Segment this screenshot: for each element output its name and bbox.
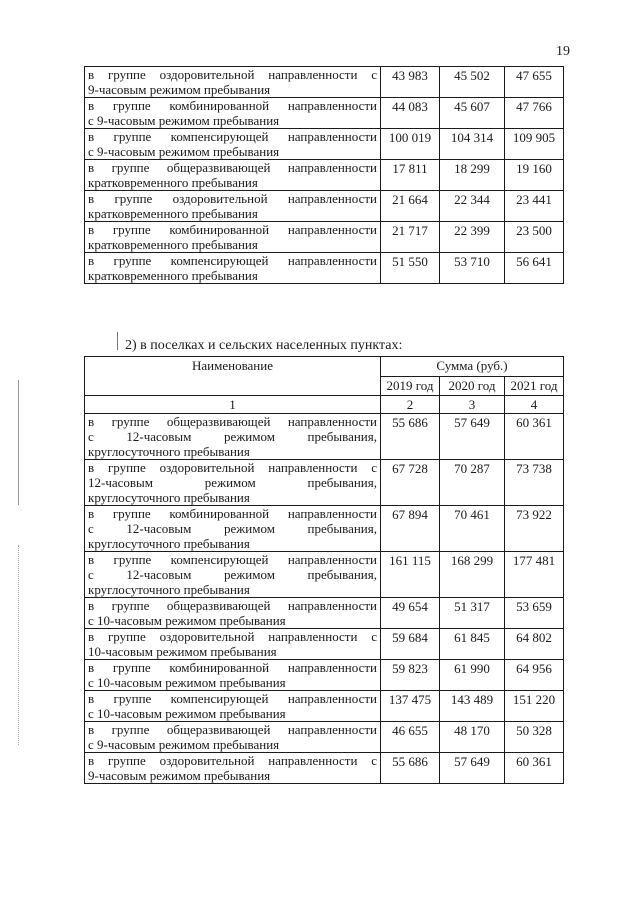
value-cell-2020: 45 502 — [440, 67, 505, 98]
row-name-cell — [85, 222, 381, 253]
row-name-line: с 10-часовым режимом пребывания — [88, 613, 286, 628]
row-name-cell — [85, 722, 381, 753]
tariff-table-top — [84, 66, 564, 284]
value-cell-2021: 73 922 — [505, 506, 564, 552]
row-name-cell — [85, 253, 381, 284]
row-name-cell — [85, 552, 381, 598]
table-row — [85, 506, 564, 552]
value-cell-2020: 53 710 — [440, 253, 505, 284]
row-name-cell — [85, 753, 381, 784]
row-name-line: круглосуточного пребывания — [88, 490, 250, 505]
table-row — [85, 414, 564, 460]
value-cell-2021: 19 160 — [505, 160, 564, 191]
row-name-cell — [85, 660, 381, 691]
value-cell-2020: 168 299 — [440, 552, 505, 598]
value-cell-2021: 60 361 — [505, 753, 564, 784]
value-cell-2020: 70 461 — [440, 506, 505, 552]
row-name-line: в группе общеразвивающей направленности — [88, 160, 377, 175]
scan-edge-dots — [18, 545, 20, 745]
row-name-cell — [85, 691, 381, 722]
row-name-line: в группе общеразвивающей направленности — [88, 598, 377, 613]
value-cell-2021: 47 766 — [505, 98, 564, 129]
row-name-line: круглосуточного пребывания — [88, 582, 250, 597]
header-name-cell: Наименование — [85, 357, 381, 396]
table-row — [85, 691, 564, 722]
column-number: 2 — [381, 396, 440, 414]
value-cell-2020: 70 287 — [440, 460, 505, 506]
table-row — [85, 160, 564, 191]
value-cell-2021: 50 328 — [505, 722, 564, 753]
row-name-line: с 12-часовым режимом пребывания, — [88, 429, 377, 444]
tariff-table-bottom — [84, 356, 564, 784]
value-cell-2019: 137 475 — [381, 691, 440, 722]
value-cell-2020: 22 344 — [440, 191, 505, 222]
value-cell-2019: 67 894 — [381, 506, 440, 552]
scan-edge-line — [18, 380, 19, 505]
value-cell-2021: 177 481 — [505, 552, 564, 598]
page-number: 19 — [556, 44, 570, 59]
row-name-line: в группе общеразвивающей направленности — [88, 414, 377, 429]
table-row — [85, 753, 564, 784]
table-row — [85, 129, 564, 160]
header-year-2019: 2019 год — [381, 376, 440, 396]
table-row — [85, 660, 564, 691]
row-name-line: с 9-часовым режимом пребывания — [88, 737, 280, 752]
tariff-table-bottom-body — [85, 414, 564, 784]
section-heading: 2) в поселках и сельских населенных пунктах: — [125, 338, 403, 353]
row-name-line: в группе компенсирующей направленности — [88, 129, 377, 144]
column-number: 1 — [85, 396, 381, 414]
row-name-line: кратковременного пребывания — [88, 206, 258, 221]
row-name-cell — [85, 160, 381, 191]
value-cell-2020: 143 489 — [440, 691, 505, 722]
row-name-line: с 9-часовым режимом пребывания — [88, 144, 280, 159]
row-name-line: в группе комбинированной направленности — [88, 98, 377, 113]
value-cell-2020: 48 170 — [440, 722, 505, 753]
row-name-line: с 10-часовым режимом пребывания — [88, 675, 286, 690]
table-row — [85, 191, 564, 222]
header-row-column-numbers — [85, 396, 564, 414]
value-cell-2020: 45 607 — [440, 98, 505, 129]
row-name-line: в группе оздоровительной направленности с — [88, 67, 377, 82]
value-cell-2021: 47 655 — [505, 67, 564, 98]
row-name-line: в группе компенсирующей направленности — [88, 253, 377, 268]
row-name-line: кратковременного пребывания — [88, 237, 258, 252]
row-name-line: 12-часовым режимом пребывания, — [88, 475, 377, 490]
row-name-line: в группе комбинированной направленности — [88, 660, 377, 675]
row-name-line: 10-часовым режимом пребывания — [88, 644, 277, 659]
header-year-2021: 2021 год — [505, 376, 564, 396]
value-cell-2021: 64 802 — [505, 629, 564, 660]
header-year-2020: 2020 год — [440, 376, 505, 396]
value-cell-2021: 53 659 — [505, 598, 564, 629]
value-cell-2021: 73 738 — [505, 460, 564, 506]
row-name-line: в группе комбинированной направленности — [88, 506, 377, 521]
row-name-line: кратковременного пребывания — [88, 175, 258, 190]
value-cell-2021: 60 361 — [505, 414, 564, 460]
table-row — [85, 67, 564, 98]
row-name-cell — [85, 629, 381, 660]
row-name-line: в группе компенсирующей направленности — [88, 691, 377, 706]
row-name-line: в группе общеразвивающей направленности — [88, 722, 377, 737]
table-row — [85, 552, 564, 598]
value-cell-2019: 100 019 — [381, 129, 440, 160]
row-name-cell — [85, 460, 381, 506]
value-cell-2019: 51 550 — [381, 253, 440, 284]
tariff-table-header — [85, 357, 564, 414]
value-cell-2019: 59 684 — [381, 629, 440, 660]
value-cell-2019: 46 655 — [381, 722, 440, 753]
value-cell-2019: 21 664 — [381, 191, 440, 222]
row-name-cell — [85, 506, 381, 552]
row-name-line: с 9-часовым режимом пребывания — [88, 113, 280, 128]
row-name-line: с 12-часовым режимом пребывания, — [88, 521, 377, 536]
value-cell-2019: 17 811 — [381, 160, 440, 191]
table-row — [85, 253, 564, 284]
row-name-cell — [85, 191, 381, 222]
row-name-cell — [85, 67, 381, 98]
row-name-line: в группе оздоровительной направленности с — [88, 753, 377, 768]
value-cell-2020: 61 845 — [440, 629, 505, 660]
row-name-line: круглосуточного пребывания — [88, 444, 250, 459]
row-name-cell — [85, 598, 381, 629]
value-cell-2020: 51 317 — [440, 598, 505, 629]
row-name-line: 9-часовым режимом пребывания — [88, 768, 271, 783]
value-cell-2020: 18 299 — [440, 160, 505, 191]
value-cell-2019: 55 686 — [381, 414, 440, 460]
table-row — [85, 722, 564, 753]
row-name-line: в группе оздоровительной направленности с — [88, 460, 377, 475]
value-cell-2019: 43 983 — [381, 67, 440, 98]
value-cell-2019: 161 115 — [381, 552, 440, 598]
value-cell-2019: 21 717 — [381, 222, 440, 253]
header-sum-cell: Сумма (руб.) — [381, 357, 564, 377]
value-cell-2019: 44 083 — [381, 98, 440, 129]
header-row-1 — [85, 357, 564, 377]
value-cell-2019: 67 728 — [381, 460, 440, 506]
value-cell-2020: 22 399 — [440, 222, 505, 253]
value-cell-2020: 104 314 — [440, 129, 505, 160]
table-row — [85, 98, 564, 129]
row-name-line: круглосуточного пребывания — [88, 536, 250, 551]
column-number: 3 — [440, 396, 505, 414]
value-cell-2021: 109 905 — [505, 129, 564, 160]
value-cell-2019: 55 686 — [381, 753, 440, 784]
row-name-cell — [85, 414, 381, 460]
value-cell-2019: 59 823 — [381, 660, 440, 691]
value-cell-2021: 23 500 — [505, 222, 564, 253]
value-cell-2021: 56 641 — [505, 253, 564, 284]
row-name-line: кратковременного пребывания — [88, 268, 258, 283]
row-name-line: в группе оздоровительной направленности с — [88, 629, 377, 644]
table-row — [85, 222, 564, 253]
row-name-line: в группе оздоровительной направленности — [88, 191, 377, 206]
row-name-line: с 12-часовым режимом пребывания, — [88, 567, 377, 582]
value-cell-2021: 64 956 — [505, 660, 564, 691]
row-name-cell — [85, 129, 381, 160]
row-name-line: в группе компенсирующей направленности — [88, 552, 377, 567]
value-cell-2020: 57 649 — [440, 753, 505, 784]
row-name-line: в группе комбинированной направленности — [88, 222, 377, 237]
table-row — [85, 460, 564, 506]
table-row — [85, 598, 564, 629]
value-cell-2021: 23 441 — [505, 191, 564, 222]
value-cell-2021: 151 220 — [505, 691, 564, 722]
value-cell-2019: 49 654 — [381, 598, 440, 629]
value-cell-2020: 61 990 — [440, 660, 505, 691]
table-row — [85, 629, 564, 660]
column-number: 4 — [505, 396, 564, 414]
value-cell-2020: 57 649 — [440, 414, 505, 460]
row-name-cell — [85, 98, 381, 129]
scan-mark — [117, 332, 118, 350]
tariff-table-top-body — [85, 67, 564, 284]
row-name-line: с 10-часовым режимом пребывания — [88, 706, 286, 721]
row-name-line: 9-часовым режимом пребывания — [88, 82, 271, 97]
